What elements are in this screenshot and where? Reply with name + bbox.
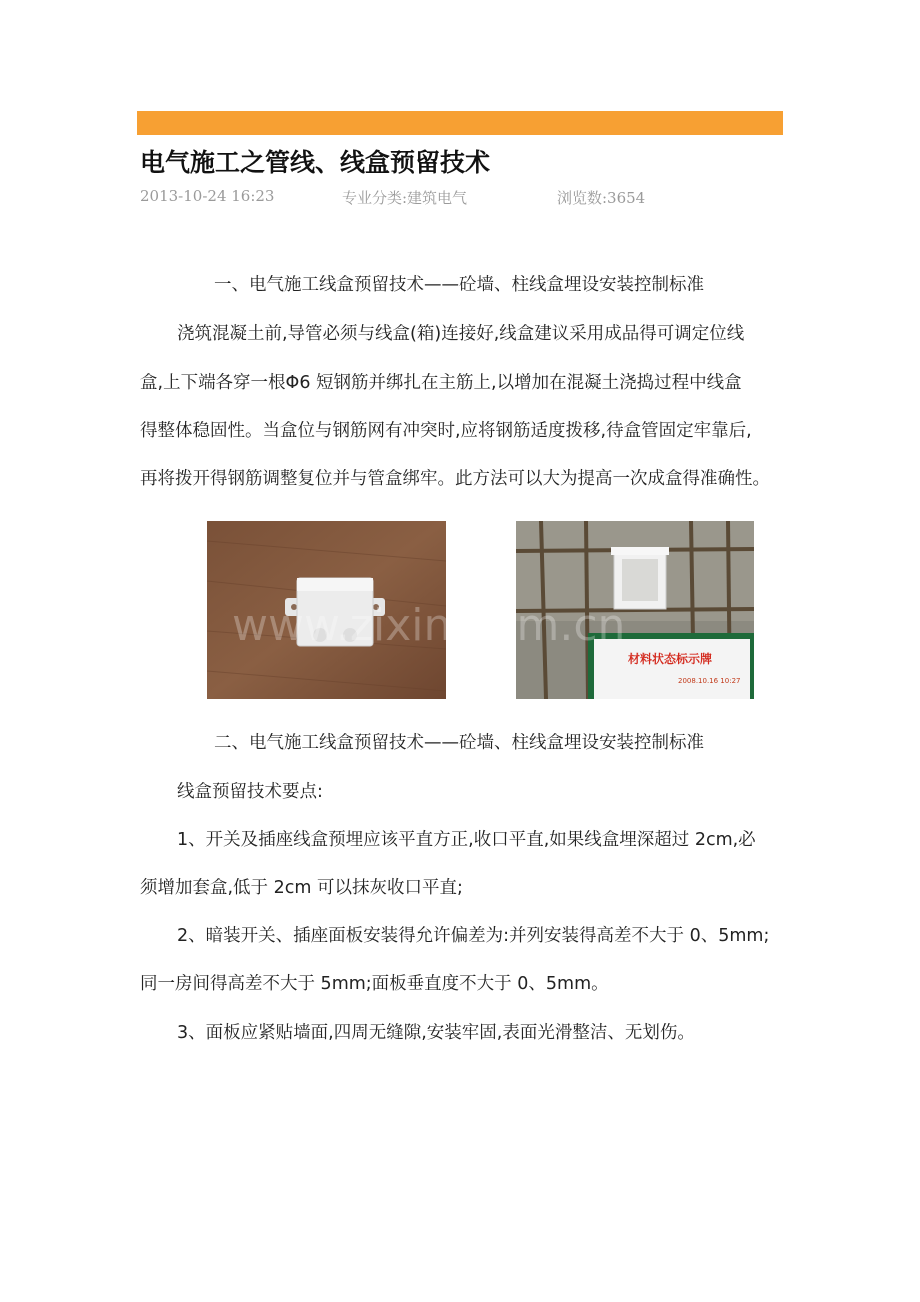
paragraph-line: 浇筑混凝土前,导管必须与线盒(箱)连接好,线盒建议采用成品得可调定位线 (177, 324, 745, 344)
sign-date: 2008.10.16 10:27 (678, 677, 741, 685)
article-title: 电气施工之管线、线盒预留技术 (140, 148, 491, 177)
list-item-line: 3、面板应紧贴墙面,四周无缝隙,安装牢固,表面光滑整洁、无划伤。 (177, 1023, 695, 1043)
list-item-line: 1、开关及插座线盒预埋应该平直方正,收口平直,如果线盒埋深超过 2cm,必 (177, 830, 756, 850)
section-1-heading: 一、电气施工线盒预留技术——砼墙、柱线盒埋设安装控制标准 (214, 275, 704, 295)
sign-title: 材料状态标示牌 (628, 652, 713, 666)
list-item-line: 须增加套盒,低于 2cm 可以抹灰收口平直; (140, 878, 463, 898)
paragraph-line: 再将拨开得钢筋调整复位并与管盒绑牢。此方法可以大为提高一次成盒得准确性。 (140, 469, 770, 489)
category-label: 专业分类:建筑电气 (342, 189, 468, 207)
view-count: 浏览数:3654 (557, 189, 646, 207)
paragraph-line: 得整体稳固性。当盒位与钢筋网有冲突时,应将钢筋适度拨移,待盒管固定牢靠后, (140, 421, 752, 441)
section-2-heading: 二、电气施工线盒预留技术——砼墙、柱线盒埋设安装控制标准 (214, 733, 704, 753)
paragraph-line: 盒,上下端各穿一根Φ6 短钢筋并绑扎在主筋上,以增加在混凝土浇捣过程中线盒 (140, 373, 742, 393)
watermark: www.zixin.com.cn (232, 600, 626, 651)
publish-date: 2013-10-24 16:23 (140, 187, 275, 205)
list-item-line: 同一房间得高差不大于 5mm;面板垂直度不大于 0、5mm。 (140, 974, 609, 994)
header-accent-bar (137, 111, 783, 135)
section-2-intro: 线盒预留技术要点: (177, 782, 323, 802)
list-item-line: 2、暗装开关、插座面板安装得允许偏差为:并列安装得高差不大于 0、5mm; (177, 926, 770, 946)
